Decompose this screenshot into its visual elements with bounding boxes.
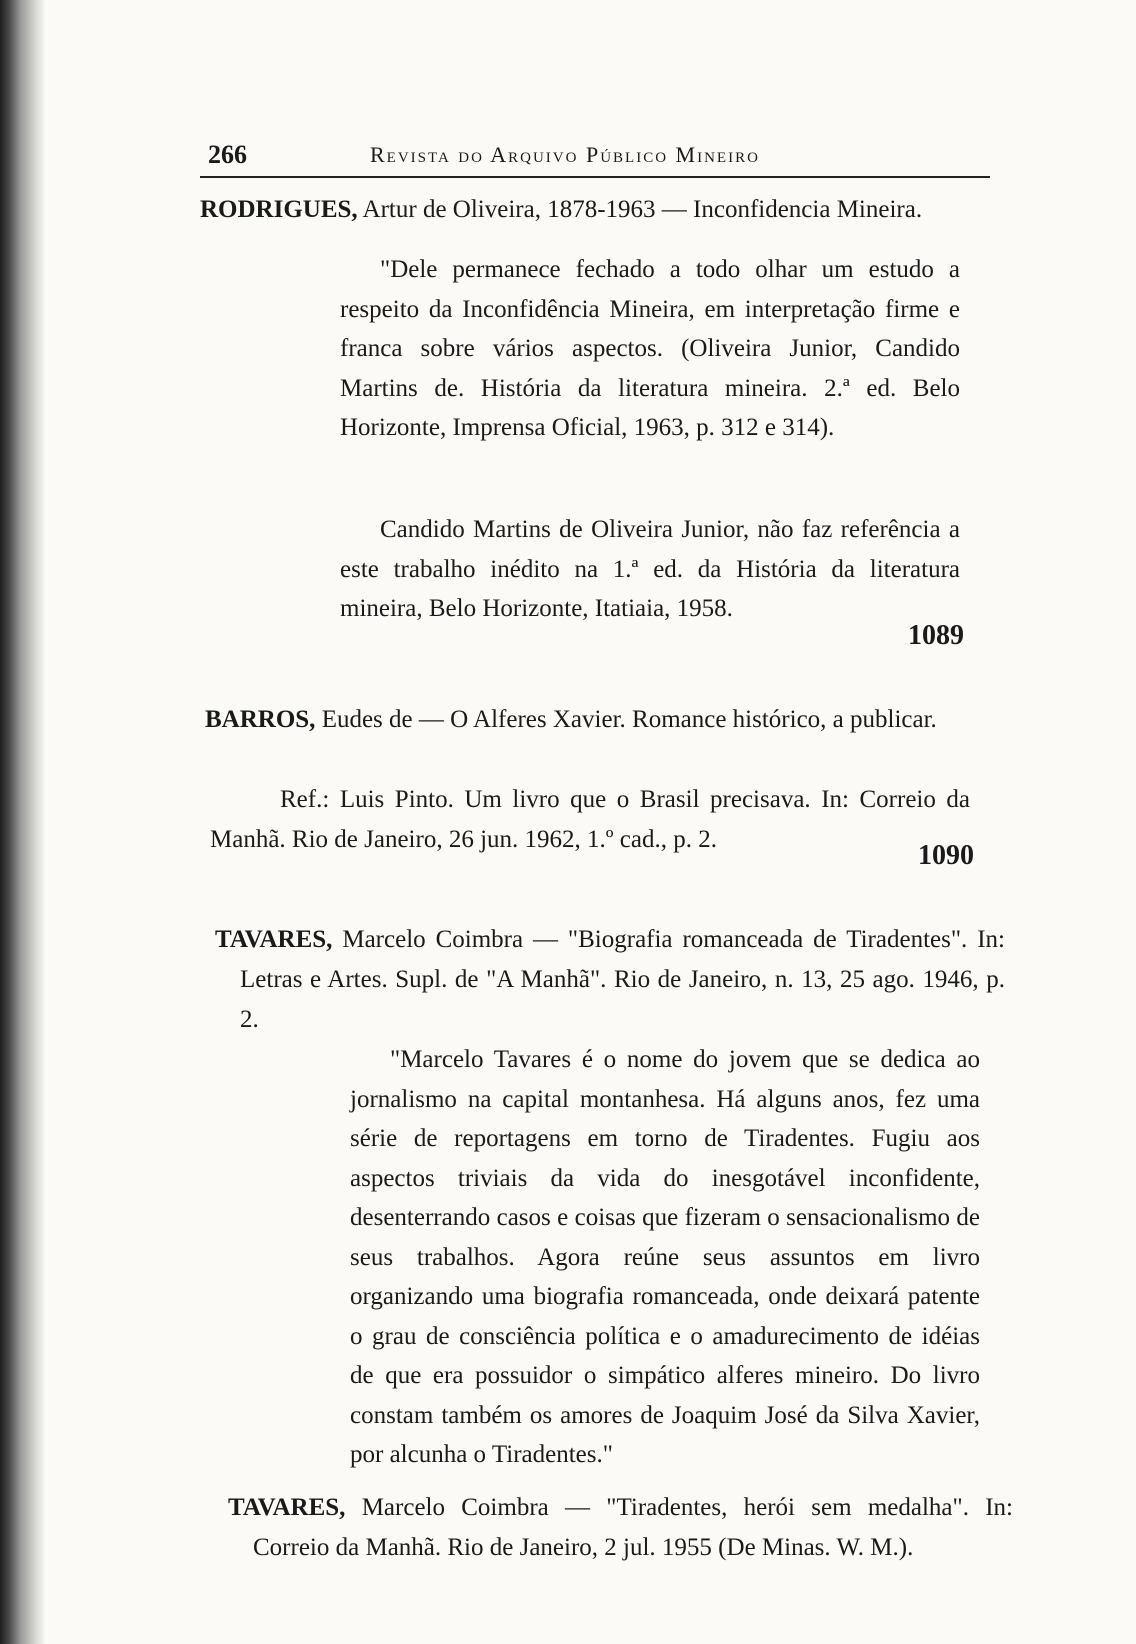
entry-author: RODRIGUES,	[200, 196, 358, 223]
entry-citation-text: Marcelo Coimbra — "Biografia romanceada de Tiradentes". In: Letras e Artes. Supl. de "A Manhã". Rio de Janeiro, n. 13, 25 ago. 1946, p. 2.	[240, 926, 1005, 1033]
entry-1090-note: Ref.: Luis Pinto. Um livro que o Brasil precisava. In: Correio da Manhã. Rio de Janeiro, 26 jun. 1962, 1.º cad., p. 2.	[210, 786, 970, 853]
entry-1090-citation	[205, 700, 1005, 740]
entry-citation-text: Eudes de — O Alferes Xavier. Romance histórico, a publicar.	[315, 706, 937, 733]
entry-1089-citation	[200, 190, 1005, 230]
entry-tavares-2-citation	[228, 1488, 1013, 1568]
running-header	[200, 136, 990, 178]
entry-tavares-quote: "Marcelo Tavares é o nome do jovem que se dedica ao jornalismo na capital montanhesa. Há alguns anos, fez uma série de reportagens em torno de Tiradentes. Fugiu aos aspectos triviais da vida do inesgotável inconfidente, desenterrando casos e coisas que fizeram o sensacionalismo de seus trabalhos. Agora reúne seus assuntos em livro organizando uma biografia romanceada, onde deixará patente o grau de consciência política e o amadurecimento de idéias de que era possuidor o simpático alferes mineiro. Do livro constam também os amores de Joaquim José da Silva Xavier, por alcunha o Tiradentes."	[350, 1046, 980, 1468]
journal-title: Revista do Arquivo Público Mineiro	[370, 142, 760, 167]
entry-citation-text: Artur de Oliveira, 1878-1963 — Inconfidencia Mineira.	[357, 196, 923, 223]
entry-1089-quote: "Dele permanece fechado a todo olhar um estudo a respeito da Inconfidência Mineira, em interpretação firme e franca sobre vários aspectos. (Oliveira Junior, Candido Martins de. História da literatura mineira. 2.ª ed. Belo Horizonte, Imprensa Oficial, 1963, p. 312 e 314).	[340, 256, 960, 441]
entry-number: 1090	[918, 840, 974, 871]
entry-1089-note: Candido Martins de Oliveira Junior, não faz referência a este trabalho inédito na 1.ª ed. da História da literatura mineira, Belo Horizonte, Itatiaia, 1958.	[340, 516, 960, 622]
page-number: 266	[208, 140, 247, 169]
entry-number: 1089	[908, 620, 964, 651]
entry-tavares-citation	[215, 920, 1005, 1040]
entry-author: BARROS,	[205, 706, 316, 733]
entry-author: TAVARES,	[215, 926, 333, 953]
entry-citation-text: Marcelo Coimbra — "Tiradentes, herói sem medalha". In: Correio da Manhã. Rio de Janeiro, 2 jul. 1955 (De Minas. W. M.).	[253, 1494, 1013, 1561]
entry-author: TAVARES,	[228, 1494, 346, 1521]
